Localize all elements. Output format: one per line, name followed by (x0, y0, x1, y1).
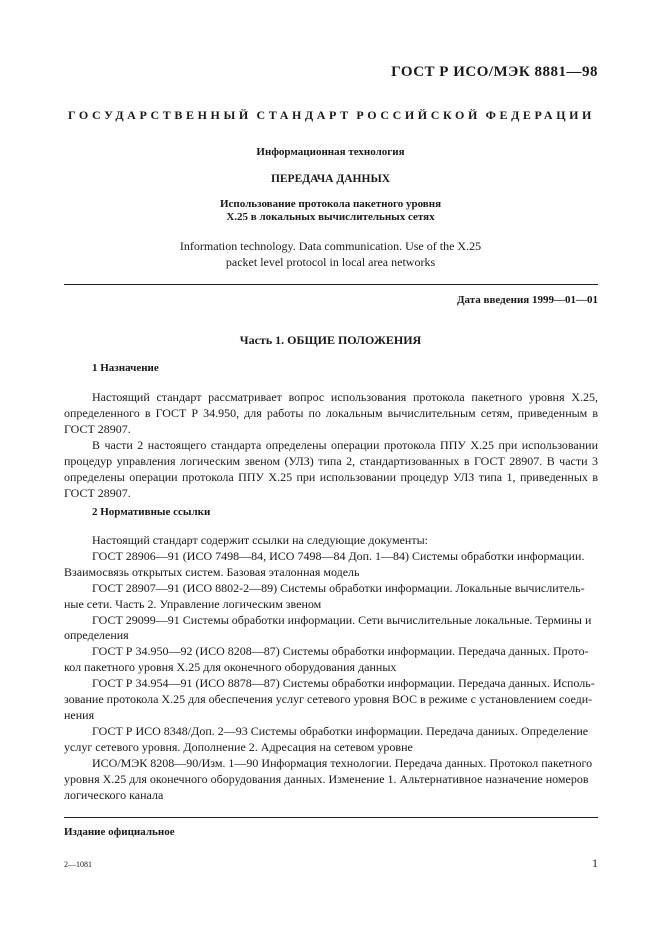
reference-item: ГОСТ 29099—91 Системы обработки информации. Сети вычислительные локальные. Термины и определения (64, 612, 592, 643)
reference-item: ГОСТ 28906—91 (ИСО 7498—84, ИСО 7498—84 Доп. 1—84) Системы обработки информации. Взаимосвязь открытых систем. Базовая эталонная модель (64, 548, 585, 579)
title-specific-line: Х.25 в локальных вычислительных сетях (226, 211, 435, 223)
reference-item: ГОСТ Р 34.954—91 (ИСО 8878—87) Системы обработки информации. Передача данных. Исполь-зование протокола Х.25 для обеспечения услуг сетевого уровня ВОС в режиме с установлением соеди-нения (64, 676, 595, 722)
title-english-line: Information technology. Data communication. Use of the X.25 (179, 239, 482, 253)
title-english (0, 238, 661, 270)
state-standard-banner (68, 108, 595, 123)
print-code: 2—1081 (64, 860, 92, 869)
section-heading: 2 Нормативные ссылки (92, 506, 211, 518)
reference-item: ГОСТ 28907—91 (ИСО 8802-2—89) Системы обработки информации. Локальные вычислитель-ные сети. Часть 2. Управление логическим звеном (64, 580, 585, 611)
divider (64, 284, 598, 285)
paragraph: В части 2 настоящего стандарта определены операции протокола ППУ Х.25 при использовании процедур управления логическим звеном (УЛЗ) типа 2, стандартизованных в ГОСТ 28907. В части 3 определены операции протокола ППУ Х.25 при использовании процедур УЛЗ типа 1, приведенных в ГОСТ 28907. (64, 438, 598, 500)
reference-item: ИСО/МЭК 8208—90/Изм. 1—90 Информация технологии. Передача данных. Протокол пакетного уровня Х.25 для оконечного оборудования данных. Изменение 1. Альтернативное назначение номеров логического канала (64, 755, 593, 802)
title-specific-line: Использование протокола пакетного уровня (219, 198, 442, 210)
banner-word: ГОСУДАРСТВЕННЫЙ (68, 108, 252, 122)
banner-word: РОССИЙСКОЙ (356, 108, 481, 122)
paragraph: Настоящий стандарт содержит ссылки на следующие документы: (92, 533, 428, 547)
edition-label: Издание официальное (64, 826, 175, 838)
standard-number: ГОСТ Р ИСО/МЭК 8881—98 (391, 64, 598, 80)
introduction-date: Дата введения 1999—01—01 (456, 294, 598, 306)
divider (64, 817, 598, 818)
page-number: 1 (592, 856, 598, 870)
title-specific (0, 198, 661, 224)
banner-word: ФЕДЕРАЦИИ (485, 108, 595, 122)
title-subject: Информационная технология (256, 146, 405, 158)
title-main: ПЕРЕДАЧА ДАННЫХ (270, 173, 391, 185)
banner-word: СТАНДАРТ (256, 108, 352, 122)
reference-item: ГОСТ Р 34.950—92 (ИСО 8208—87) Системы обработки информации. Передача данных. Прото-кол пакетного уровня Х.25 для оконечного оборудования данных (64, 644, 589, 675)
paragraph: Настоящий стандарт рассматривает вопрос использования протокола пакетного уровня Х.25, определенного в ГОСТ Р 34.950, для работы по локальным вычислительным сетям, приведенным в ГОСТ 28907. (64, 390, 598, 436)
references-list (64, 533, 598, 803)
section-body (64, 389, 598, 501)
part-title: Часть 1. ОБЩИЕ ПОЛОЖЕНИЯ (239, 333, 422, 347)
title-english-line: packet level protocol in local area networks (225, 255, 436, 269)
reference-item: ГОСТ Р ИСО 8348/Доп. 2—93 Системы обработки информации. Передача даниых. Определение услуг сетевого уровня. Дополнение 2. Адресация на сетевом уровне (64, 723, 589, 754)
section-heading: 1 Назначение (92, 362, 159, 374)
